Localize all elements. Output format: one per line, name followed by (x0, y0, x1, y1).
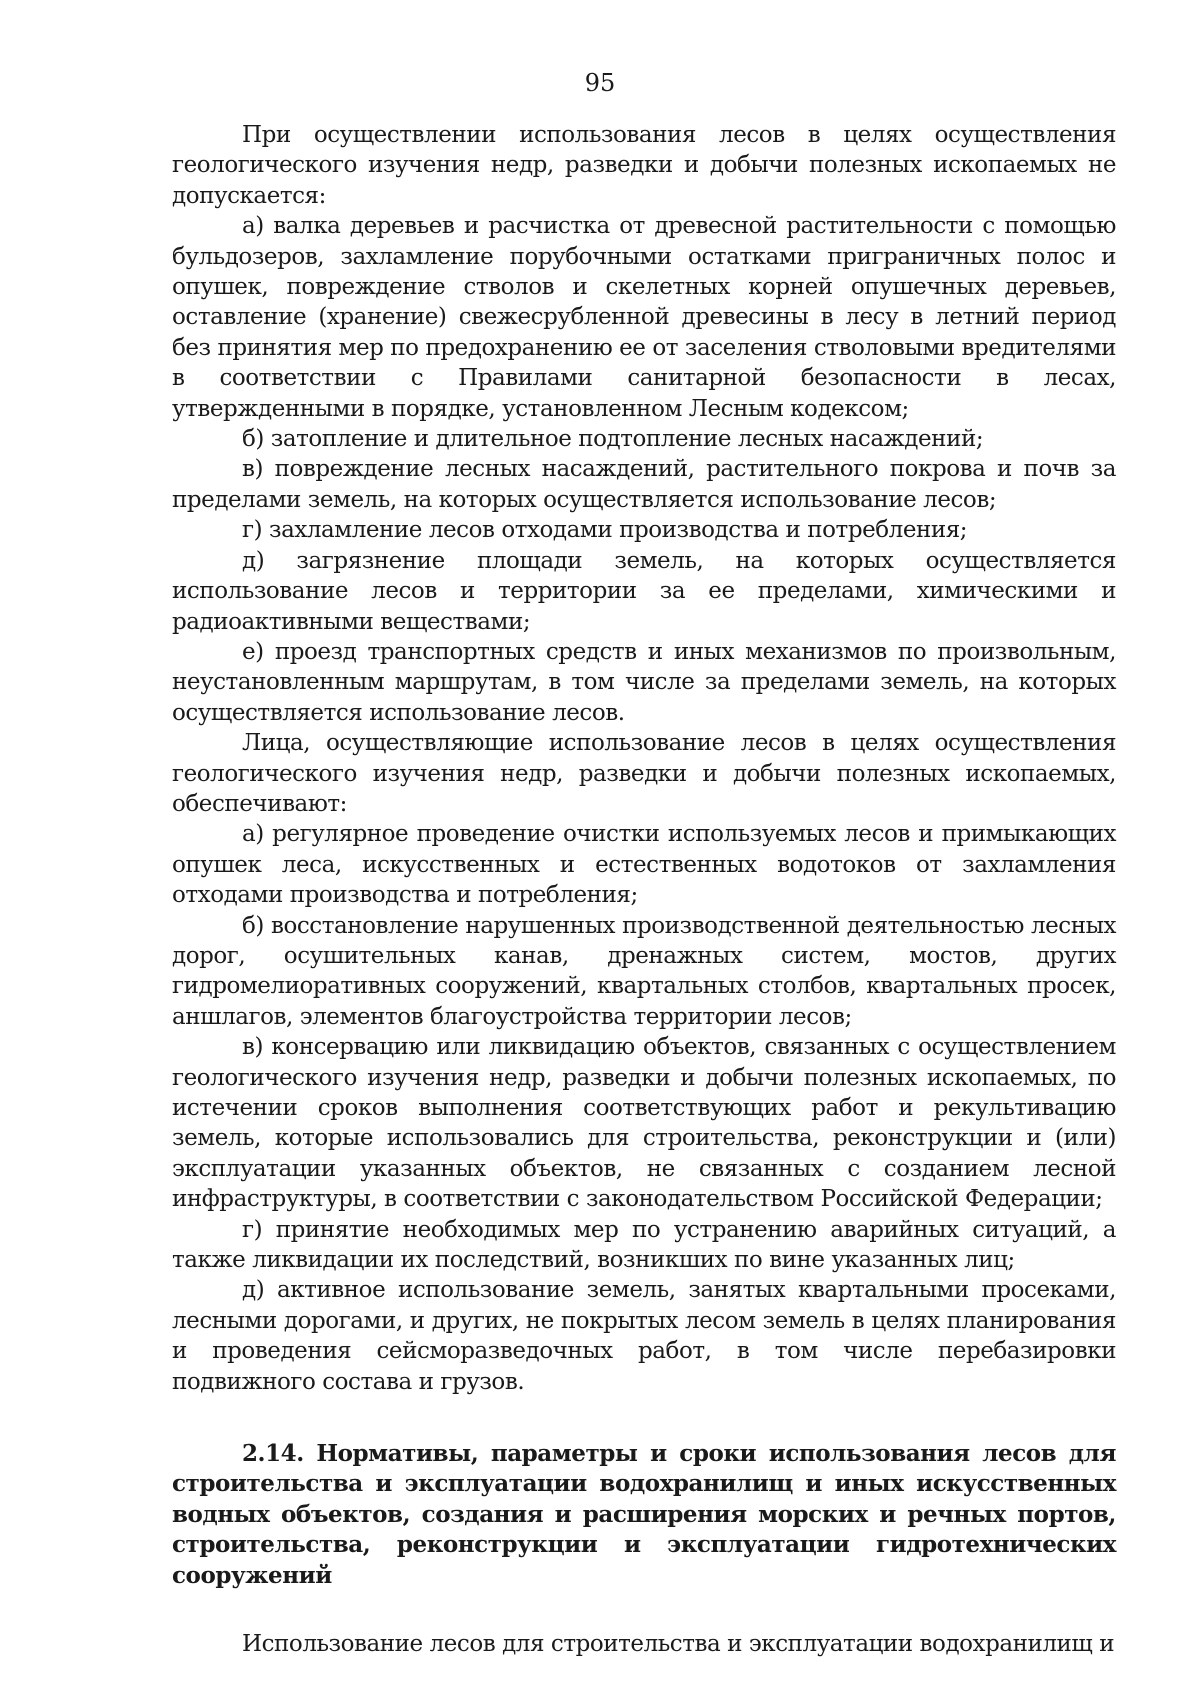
list-item: д) загрязнение площади земель, на которых осуществляется использование лесов и территории за ее пределами, химическими и радиоактивными веществами; (172, 547, 1116, 635)
list-item: в) повреждение лесных насаждений, растительного покрова и почв за пределами земель, на которых осуществляется использование лесов; (172, 456, 1116, 513)
list-item: г) захламление лесов отходами производства и потребления; (242, 517, 968, 544)
list-item: г) принятие необходимых мер по устранению аварийных ситуаций, а также ликвидации их последствий, возникших по вине указанных лиц; (172, 1216, 1116, 1274)
list-item: д) активное использование земель, занятых квартальными просеками, лесными дорогами, и других, не покрытых лесом земель в целях планирования и проведения сейсморазведочных работ, в том числе перебазировки подвижного состава и грузов. (172, 1277, 1116, 1395)
list-item: а) регулярное проведение очистки используемых лесов и примыкающих опушек леса, искусственных и естественных водотоков от захламления отходами производства и потребления; (172, 821, 1116, 909)
list-item: е) проезд транспортных средств и иных механизмов по произвольным, неустановленным маршрутам, в том числе за пределами земель, на которых осуществляется использование лесов. (172, 638, 1116, 726)
list-item: б) восстановление нарушенных производственной деятельностью лесных дорог, осушительных канав, дренажных систем, мостов, других гидромелиоративных сооружений, квартальных столбов, квартальных просек, аншлагов, элементов благоустройства территории лесов; (172, 912, 1116, 1030)
paragraph: При осуществлении использования лесов в целях осуществления геологического изучения недр, разведки и добычи полезных ископаемых не допускается: (172, 122, 1116, 209)
page-content (172, 120, 1116, 1660)
paragraph: Использование лесов для строительства и эксплуатации водохранилищ и (242, 1631, 1115, 1658)
list-item: в) консервацию или ликвидацию объектов, связанных с осуществлением геологического изучения недр, разведки и добычи полезных ископаемых, по истечении сроков выполнения соответствующих работ и рекультивацию земель, которые использовались для строительства, реконструкции и (или) эксплуатации указанных объектов, не связанных с созданием лесной инфраструктуры, в соответствии с законодательством Российской Федерации; (172, 1034, 1116, 1213)
list-item: а) валка деревьев и расчистка от древесной растительности с помощью бульдозеров, захламление порубочными остатками приграничных полос и опушек, повреждение стволов и скелетных корней опушечных деревьев, оставление (хранение) свежесрубленной древесины в лесу в летний период без принятия мер по предохранению ее от заселения стволовыми вредителями в соответствии с Правилами санитарной безопасности в лесах, утвержденными в порядке, установленном Лесным кодексом; (172, 213, 1117, 422)
list-item: б) затопление и длительное подтопление лесных насаждений; (242, 426, 984, 453)
section-heading: 2.14. Нормативы, параметры и сроки использования лесов для строительства и эксплуатации водохранилищ и иных искусственных водных объектов, создания и расширения морских и речных портов, строительства, реконструкции и эксплуатации гидротехнических сооружений (172, 1440, 1116, 1589)
paragraph: Лица, осуществляющие использование лесов в целях осуществления геологического изучения недр, разведки и добычи полезных ископаемых, обеспечивают: (172, 730, 1116, 817)
page-number: 95 (584, 69, 616, 97)
